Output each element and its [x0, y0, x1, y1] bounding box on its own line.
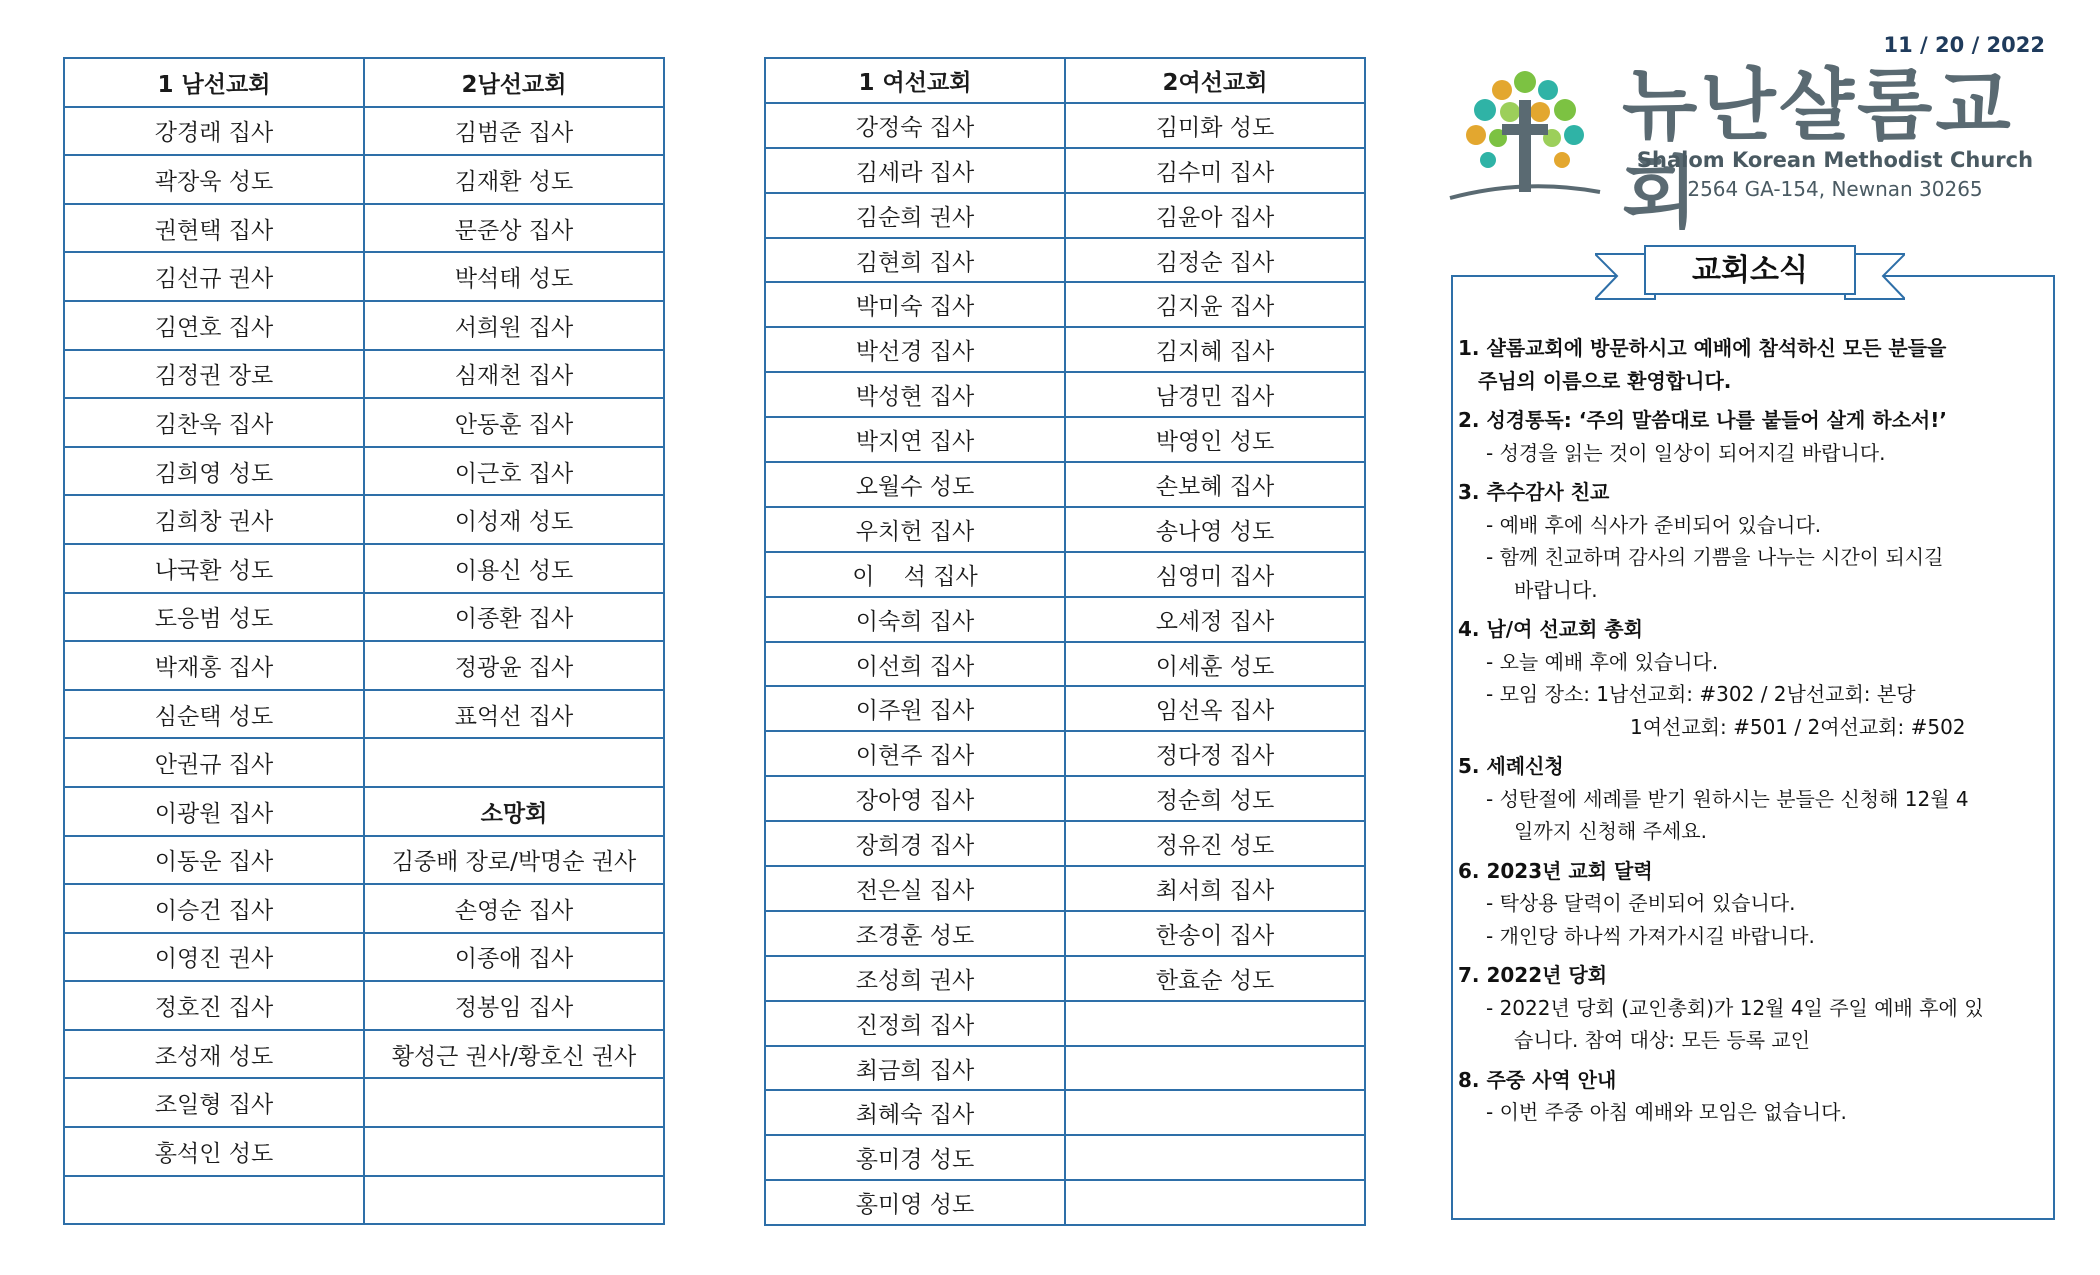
- news-item-title: [1458, 750, 2048, 783]
- member-cell: 한송이 집사: [1065, 911, 1365, 956]
- member-cell: 김윤아 집사: [1065, 193, 1365, 238]
- member-cell: 홍석인 성도: [64, 1127, 364, 1176]
- table-row: [765, 552, 1365, 597]
- member-cell: 오세정 집사: [1065, 597, 1365, 642]
- table-row: [765, 327, 1365, 372]
- member-cell: [1065, 1046, 1365, 1091]
- member-cell: 이세훈 성도: [1065, 642, 1365, 687]
- news-title-text: 5. 세례신청: [1458, 754, 1564, 778]
- table-row: [64, 593, 664, 642]
- table-row: [765, 417, 1365, 462]
- member-cell: 김연호 집사: [64, 301, 364, 350]
- member-cell: 김세라 집사: [765, 148, 1065, 193]
- table-row: [765, 238, 1365, 283]
- news-item-title: [1458, 404, 2048, 437]
- member-cell: 문준상 집사: [364, 204, 664, 253]
- table-row: [765, 148, 1365, 193]
- news-item-title: [1458, 613, 2048, 646]
- member-cell: [364, 738, 664, 787]
- news-title-text: 2. 성경통독: ‘주의 말씀대로 나를 붙들어 살게 하소서!’: [1458, 408, 1947, 432]
- member-cell: 박영인 성도: [1065, 417, 1365, 462]
- table-row: [64, 933, 664, 982]
- member-cell: 김희영 성도: [64, 447, 364, 496]
- table-row: [765, 821, 1365, 866]
- member-cell: 이영진 권사: [64, 933, 364, 982]
- column-header: 1 여선교회: [765, 58, 1065, 103]
- table-row: [64, 1078, 664, 1127]
- member-cell: [364, 1078, 664, 1127]
- member-cell: 나국환 성도: [64, 544, 364, 593]
- member-cell: 한효순 성도: [1065, 956, 1365, 1001]
- member-cell: 박석태 성도: [364, 252, 664, 301]
- column-header: 2여선교회: [1065, 58, 1365, 103]
- news-detail: [1458, 541, 2048, 606]
- column-header: 2남선교회: [364, 58, 664, 107]
- news-item: [1458, 404, 2048, 469]
- member-cell: 안권규 집사: [64, 738, 364, 787]
- member-cell: 권현택 집사: [64, 204, 364, 253]
- member-cell: 심재천 집사: [364, 350, 664, 399]
- member-cell: 박성현 집사: [765, 372, 1065, 417]
- news-title-text: 4. 남/여 선교회 총회: [1458, 617, 1643, 641]
- member-cell: 김정순 집사: [1065, 238, 1365, 283]
- news-item: [1458, 959, 2048, 1057]
- member-cell: 정순희 성도: [1065, 776, 1365, 821]
- member-cell: 이광원 집사: [64, 787, 364, 836]
- news-title-text: 1. 샬롬교회에 방문하시고 예배에 참석하신 모든 분들을: [1458, 336, 1947, 360]
- men-mission-table: [63, 57, 665, 1225]
- member-cell: 박선경 집사: [765, 327, 1065, 372]
- news-detail: [1458, 437, 2048, 470]
- news-item-title: [1458, 332, 2048, 397]
- women-table-header: [765, 58, 1365, 103]
- news-detail-continued: 바랍니다.: [1514, 577, 1598, 602]
- member-cell: 정봉임 집사: [364, 981, 664, 1030]
- member-cell: 최서희 집사: [1065, 866, 1365, 911]
- table-row: [765, 731, 1365, 776]
- news-detail-text: - 모임 장소: 1남선교회: #302 / 2남선교회: 본당: [1486, 682, 1916, 706]
- member-cell: 이주원 집사: [765, 686, 1065, 731]
- member-cell: 홍미경 성도: [765, 1135, 1065, 1180]
- member-cell: 이 석 집사: [765, 552, 1065, 597]
- table-row: [64, 836, 664, 885]
- news-item-title: [1458, 959, 2048, 992]
- member-cell: 남경민 집사: [1065, 372, 1365, 417]
- table-row: [64, 398, 664, 447]
- member-cell: 표억선 집사: [364, 690, 664, 739]
- table-row: [765, 1046, 1365, 1091]
- member-cell: 이근호 집사: [364, 447, 664, 496]
- member-cell: 장아영 집사: [765, 776, 1065, 821]
- church-name: 뉴난샬롬교회: [1622, 61, 2014, 239]
- table-row: [765, 1180, 1365, 1225]
- member-cell: 진정희 집사: [765, 1001, 1065, 1046]
- table-row: [64, 1127, 664, 1176]
- member-cell: 이종환 집사: [364, 593, 664, 642]
- table-row: [64, 107, 664, 156]
- news-detail: [1458, 678, 2048, 711]
- member-cell: [364, 1176, 664, 1225]
- news-item: [1458, 476, 2048, 606]
- member-cell: 곽장욱 성도: [64, 155, 364, 204]
- news-list: [1458, 332, 2048, 1136]
- news-title-text: 7. 2022년 당회: [1458, 963, 1608, 987]
- table-row: [765, 372, 1365, 417]
- table-row: [64, 1176, 664, 1225]
- member-cell: 도응범 성도: [64, 593, 364, 642]
- table-row: [765, 642, 1365, 687]
- table-row: [765, 103, 1365, 148]
- table-row: [64, 495, 664, 544]
- news-item-title: [1458, 476, 2048, 509]
- table-row: [765, 1135, 1365, 1180]
- news-item: [1458, 1064, 2048, 1129]
- member-cell: 정광윤 집사: [364, 641, 664, 690]
- news-detail-text: - 이번 주중 아침 예배와 모임은 없습니다.: [1486, 1100, 1847, 1124]
- table-row: [765, 866, 1365, 911]
- member-cell: 장희경 집사: [765, 821, 1065, 866]
- member-cell: 김범준 집사: [364, 107, 664, 156]
- news-detail: [1458, 887, 2048, 920]
- member-cell: 박재홍 집사: [64, 641, 364, 690]
- men-table-header: [64, 58, 664, 107]
- news-detail: [1458, 1096, 2048, 1129]
- news-detail: [1458, 646, 2048, 679]
- member-cell: 황성근 권사/황호신 권사: [364, 1030, 664, 1079]
- member-cell: 김희창 권사: [64, 495, 364, 544]
- news-detail-text: - 성탄절에 세례를 받기 원하시는 분들은 신청해 12월 4: [1486, 786, 1969, 811]
- member-cell: 이종애 집사: [364, 933, 664, 982]
- member-cell: 김찬욱 집사: [64, 398, 364, 447]
- member-cell: 정다정 집사: [1065, 731, 1365, 776]
- member-cell: 이현주 집사: [765, 731, 1065, 776]
- table-row: [64, 738, 664, 787]
- member-cell: [364, 1127, 664, 1176]
- table-row: [64, 787, 664, 836]
- member-cell: 김미화 성도: [1065, 103, 1365, 148]
- news-detail: [1458, 992, 2048, 1057]
- news-detail-text: - 2022년 당회 (교인총회)가 12월 4일 주일 예배 후에 있: [1486, 995, 1984, 1020]
- table-row: [64, 690, 664, 739]
- news-title-text: 8. 주중 사역 안내: [1458, 1067, 1617, 1092]
- member-cell: [1065, 1135, 1365, 1180]
- church-english-name: Shalom Korean Methodist Church: [1636, 148, 2034, 172]
- member-cell: 김지혜 집사: [1065, 327, 1365, 372]
- member-cell: 오월수 성도: [765, 462, 1065, 507]
- member-cell: 이용신 성도: [364, 544, 664, 593]
- table-row: [64, 350, 664, 399]
- news-detail-continued: 일까지 신청해 주세요.: [1514, 819, 1707, 843]
- member-cell: 김재환 성도: [364, 155, 664, 204]
- table-row: [64, 641, 664, 690]
- news-detail-text: - 성경을 읽는 것이 일상이 되어지길 바랍니다.: [1486, 440, 1886, 465]
- news-detail-text: - 예배 후에 식사가 준비되어 있습니다.: [1486, 512, 1822, 537]
- member-cell: 이승건 집사: [64, 884, 364, 933]
- member-cell: 안동훈 집사: [364, 398, 664, 447]
- table-row: [64, 447, 664, 496]
- member-cell: 송나영 성도: [1065, 507, 1365, 552]
- news-item-title: [1458, 1064, 2048, 1097]
- member-cell: 소망회: [364, 787, 664, 836]
- table-row: [64, 981, 664, 1030]
- member-cell: 전은실 집사: [765, 866, 1065, 911]
- table-row: [765, 507, 1365, 552]
- table-row: [64, 544, 664, 593]
- member-cell: 손영순 집사: [364, 884, 664, 933]
- table-row: [64, 301, 664, 350]
- table-row: [64, 204, 664, 253]
- news-detail: [1458, 783, 2048, 848]
- table-row: [64, 252, 664, 301]
- member-cell: 이동운 집사: [64, 836, 364, 885]
- member-cell: 손보혜 집사: [1065, 462, 1365, 507]
- news-item: [1458, 332, 2048, 397]
- member-cell: [1065, 1001, 1365, 1046]
- table-row: [765, 597, 1365, 642]
- table-row: [765, 193, 1365, 238]
- member-cell: 조일형 집사: [64, 1078, 364, 1127]
- bulletin-date: 11 / 20 / 2022: [1883, 33, 2045, 57]
- table-row: [64, 884, 664, 933]
- tree-cross-logo-icon: [1440, 60, 1610, 210]
- news-title-continued: 주님의 이름으로 환영합니다.: [1478, 368, 1732, 393]
- member-cell: 심영미 집사: [1065, 552, 1365, 597]
- news-detail-line: 1여선교회: #501 / 2여선교회: #502: [1630, 714, 1966, 739]
- news-detail: [1458, 509, 2048, 542]
- member-cell: 정유진 성도: [1065, 821, 1365, 866]
- news-item: [1458, 855, 2048, 953]
- member-cell: [1065, 1180, 1365, 1225]
- news-detail-text: - 함께 친교하며 감사의 기쁨을 나누는 시간이 되시길: [1486, 545, 1944, 569]
- member-cell: 우치헌 집사: [765, 507, 1065, 552]
- member-cell: 서희원 집사: [364, 301, 664, 350]
- news-banner-title: 교회소식: [1692, 253, 1808, 288]
- member-cell: 김정권 장로: [64, 350, 364, 399]
- member-cell: 임선옥 집사: [1065, 686, 1365, 731]
- table-row: [765, 462, 1365, 507]
- member-cell: 김현희 집사: [765, 238, 1065, 283]
- table-row: [765, 776, 1365, 821]
- member-cell: 조성재 성도: [64, 1030, 364, 1079]
- member-cell: 강경래 집사: [64, 107, 364, 156]
- member-cell: 이선희 집사: [765, 642, 1065, 687]
- news-item: [1458, 613, 2048, 743]
- table-row: [765, 282, 1365, 327]
- news-detail: [1458, 920, 2048, 953]
- table-row: [64, 155, 664, 204]
- church-address: 2564 GA-154, Newnan 30265: [1687, 177, 1983, 201]
- member-cell: 조성희 권사: [765, 956, 1065, 1001]
- member-cell: 박지연 집사: [765, 417, 1065, 462]
- table-row: [765, 911, 1365, 956]
- news-detail-text: - 개인당 하나씩 가져가시길 바랍니다.: [1486, 923, 1815, 948]
- member-cell: 홍미영 성도: [765, 1180, 1065, 1225]
- member-cell: 조경훈 성도: [765, 911, 1065, 956]
- member-cell: 이성재 성도: [364, 495, 664, 544]
- column-header: 1 남선교회: [64, 58, 364, 107]
- news-item: [1458, 750, 2048, 848]
- women-mission-table: [764, 57, 1366, 1226]
- member-cell: 김수미 집사: [1065, 148, 1365, 193]
- table-row: [765, 1090, 1365, 1135]
- member-cell: [1065, 1090, 1365, 1135]
- member-cell: 심순택 성도: [64, 690, 364, 739]
- member-cell: 김순희 권사: [765, 193, 1065, 238]
- table-row: [64, 1030, 664, 1079]
- member-cell: 강정숙 집사: [765, 103, 1065, 148]
- member-cell: 최혜숙 집사: [765, 1090, 1065, 1135]
- member-cell: 김중배 장로/박명순 권사: [364, 836, 664, 885]
- member-cell: 김선규 권사: [64, 252, 364, 301]
- member-cell: 박미숙 집사: [765, 282, 1065, 327]
- member-cell: [64, 1176, 364, 1225]
- member-cell: 정호진 집사: [64, 981, 364, 1030]
- table-row: [765, 956, 1365, 1001]
- member-cell: 김지윤 집사: [1065, 282, 1365, 327]
- news-item-title: [1458, 855, 2048, 888]
- member-cell: 이숙희 집사: [765, 597, 1065, 642]
- table-row: [765, 1001, 1365, 1046]
- news-detail-text: - 오늘 예배 후에 있습니다.: [1486, 649, 1719, 674]
- table-row: [765, 686, 1365, 731]
- news-title-text: 3. 추수감사 친교: [1458, 480, 1610, 504]
- news-detail-continued: 습니다. 참여 대상: 모든 등록 교인: [1514, 1028, 1811, 1052]
- news-detail-text: - 탁상용 달력이 준비되어 있습니다.: [1486, 891, 1796, 915]
- member-cell: 최금희 집사: [765, 1046, 1065, 1091]
- news-title-text: 6. 2023년 교회 달력: [1458, 858, 1653, 883]
